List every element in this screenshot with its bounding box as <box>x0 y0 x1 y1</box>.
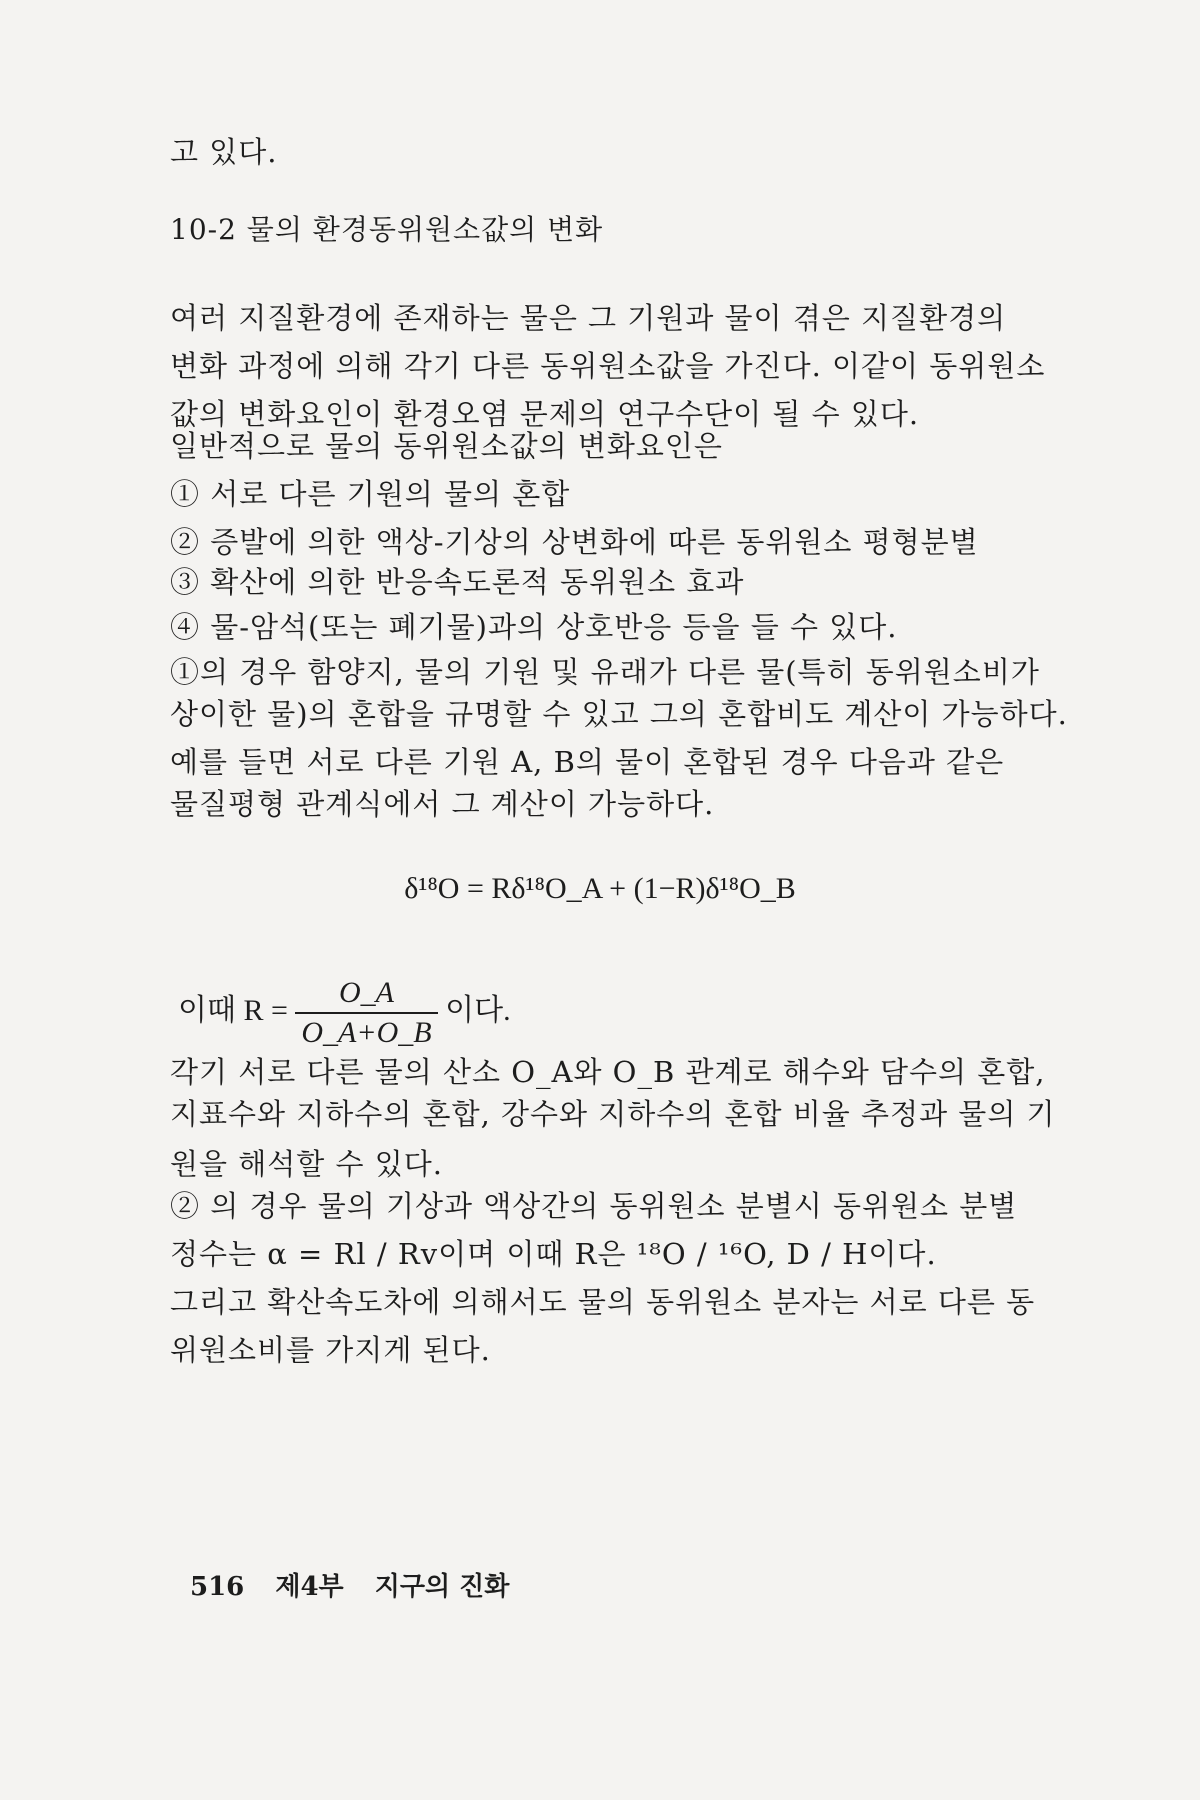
text-line: 변화 과정에 의해 각기 다른 동위원소값을 가진다. 이같이 동위원소 <box>170 349 1046 383</box>
text-line: 원을 해석할 수 있다. <box>170 1147 443 1181</box>
text-line: 일반적으로 물의 동위원소값의 변화요인은 <box>170 429 723 463</box>
mixing-equation: δ¹⁸O = Rδ¹⁸O_A + (1−R)δ¹⁸O_B <box>404 872 796 905</box>
text-line: 고 있다. <box>170 135 278 169</box>
list-item: ② 증발에 의한 액상-기상의 상변화에 따른 동위원소 평형분별 <box>170 525 979 559</box>
page-number: 516 <box>190 1572 245 1602</box>
fraction-expression <box>178 976 511 1050</box>
text-line: 위원소비를 가지게 된다. <box>170 1333 491 1367</box>
text-line: 각기 서로 다른 물의 산소 O_A와 O_B 관계로 해수와 담수의 혼합, <box>170 1055 1046 1089</box>
text-line: 상이한 물)의 혼합을 규명할 수 있고 그의 혼합비도 계산이 가능하다. <box>170 697 1068 731</box>
fraction-numerator: O_A <box>295 976 437 1014</box>
text-line: 지표수와 지하수의 혼합, 강수와 지하수의 혼합 비율 추정과 물의 기 <box>170 1097 1056 1131</box>
text-line: 정수는 α = Rl / Rv이며 이때 R은 ¹⁸O / ¹⁶O, D / H이다. <box>170 1237 937 1271</box>
fraction-suffix: 이다. <box>445 993 511 1027</box>
section-heading: 10-2 물의 환경동위원소값의 변화 <box>170 213 604 246</box>
chapter-title: 지구의 진화 <box>374 1572 510 1602</box>
text-line: 물질평형 관계식에서 그 계산이 가능하다. <box>170 787 715 821</box>
fraction-denominator: O_A+O_B <box>301 1016 432 1049</box>
text-line: 여러 지질환경에 존재하는 물은 그 기원과 물이 겪은 지질환경의 <box>170 301 1007 335</box>
list-item: ④ 물-암석(또는 폐기물)과의 상호반응 등을 들 수 있다. <box>170 610 898 644</box>
page-footer <box>190 1566 531 1603</box>
text-line: ①의 경우 함양지, 물의 기원 및 유래가 다른 물(특히 동위원소비가 <box>170 655 1040 689</box>
part-label: 제4부 <box>275 1572 344 1602</box>
text-line: 예를 들면 서로 다른 기원 A, B의 물이 혼합된 경우 다음과 같은 <box>170 745 1005 779</box>
list-item: ① 서로 다른 기원의 물의 혼합 <box>170 477 571 511</box>
fraction-prefix: 이때 R = <box>178 993 288 1027</box>
list-item: ③ 확산에 의한 반응속도론적 동위원소 효과 <box>170 565 745 599</box>
text-line: 그리고 확산속도차에 의해서도 물의 동위원소 분자는 서로 다른 동 <box>170 1285 1036 1319</box>
text-line: 값의 변화요인이 환경오염 문제의 연구수단이 될 수 있다. <box>170 397 920 431</box>
fraction <box>295 976 437 1050</box>
text-line: ② 의 경우 물의 기상과 액상간의 동위원소 분별시 동위원소 분별 <box>170 1189 1018 1223</box>
